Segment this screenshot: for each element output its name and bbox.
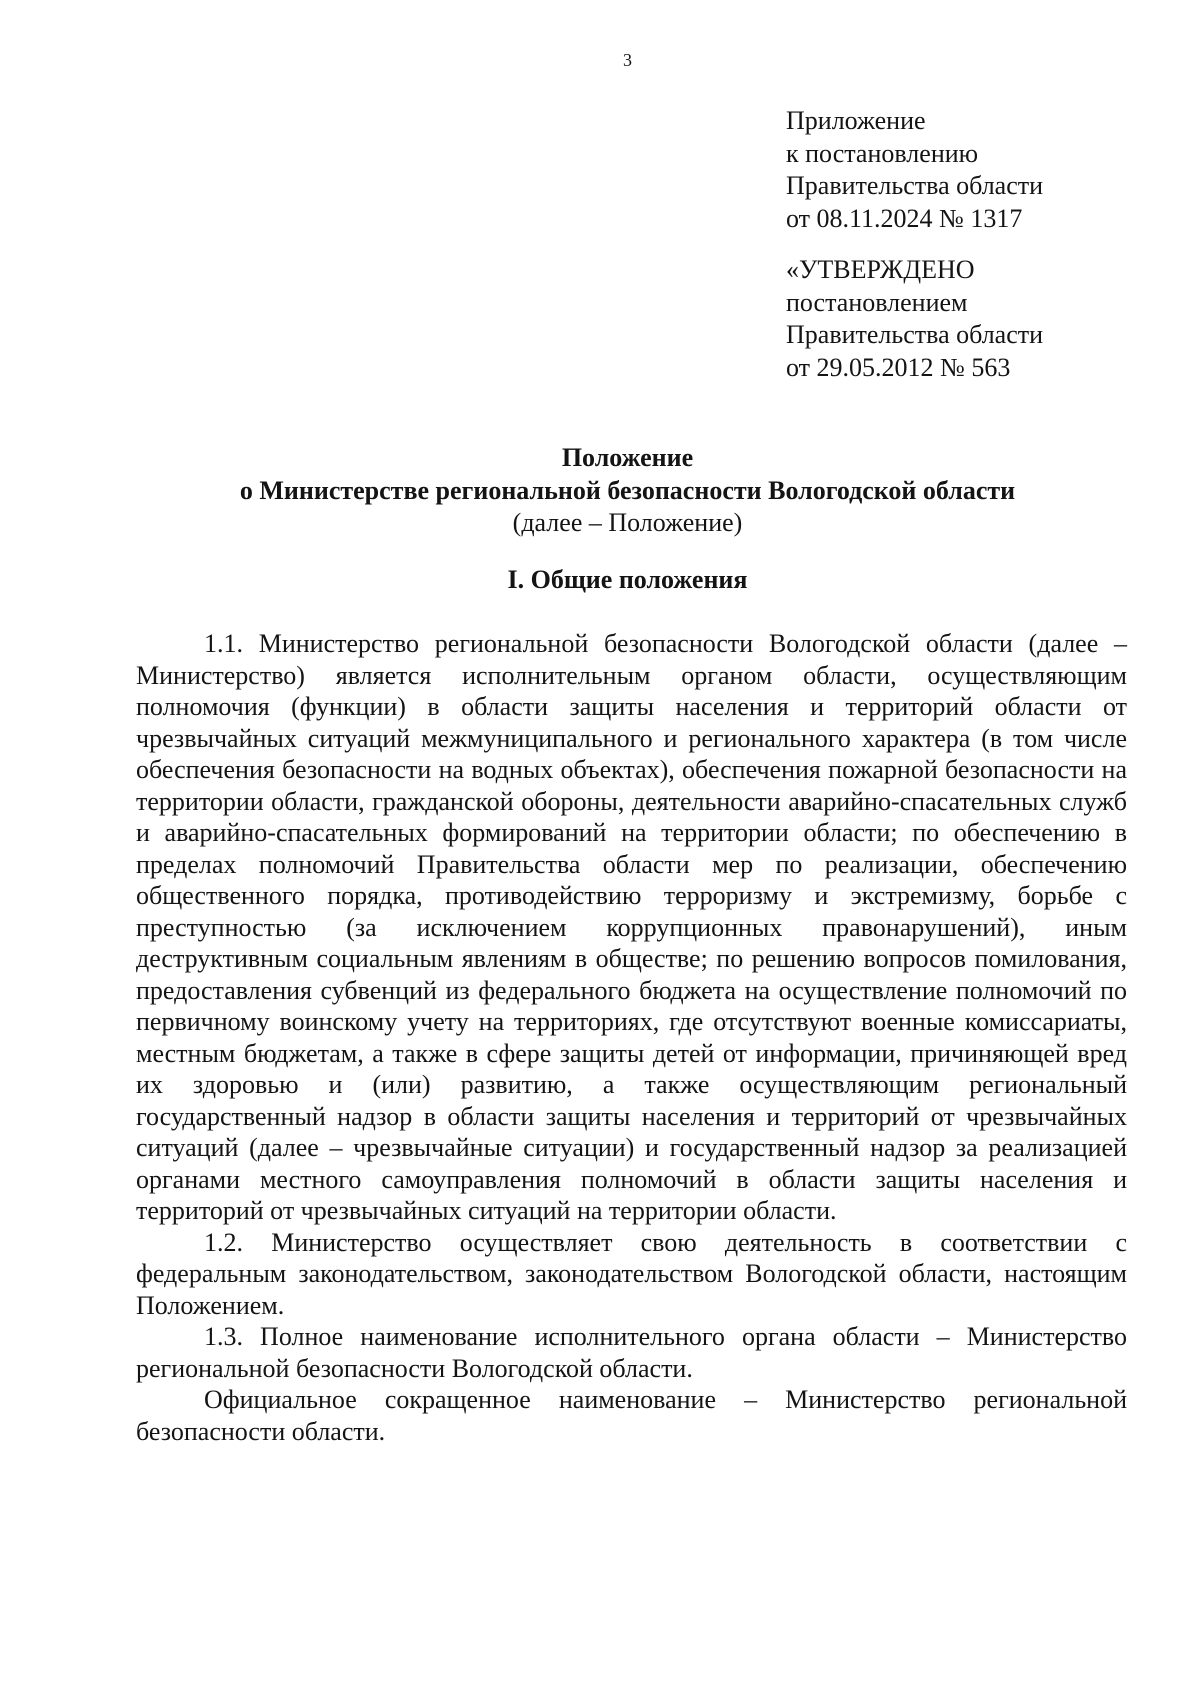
appendix-reference-block xyxy=(786,105,1166,235)
approved-line: от 29.05.2012 № 563 xyxy=(786,352,1011,382)
approved-line: Правительства области xyxy=(786,320,1044,349)
approved-reference-block xyxy=(786,254,1166,384)
appendix-line: Приложение xyxy=(786,106,926,135)
appendix-line: Правительства области xyxy=(786,171,1044,200)
appendix-line: от 08.11.2024 № 1317 xyxy=(786,203,1023,233)
paragraph-1-2: 1.2. Министерство осуществляет свою деятельность в соответствии с федеральным законодательством, законодательством Вологодской области, настоящим Положением. xyxy=(136,1227,1127,1320)
title-line-1: Положение xyxy=(561,443,694,472)
appendix-line: к постановлению xyxy=(786,138,979,168)
approved-line: «УТВЕРЖДЕНО xyxy=(786,255,975,284)
page-number: 3 xyxy=(623,50,632,70)
paragraph-short-name: Официальное сокращенное наименование – Министерство региональной безопасности области. xyxy=(136,1385,1127,1446)
approved-line: постановлением xyxy=(786,287,968,317)
title-line-2: о Министерстве региональной безопасности Вологодской области xyxy=(239,475,1016,505)
document-body xyxy=(136,628,1127,1447)
paragraph-1-1: 1.1. Министерство региональной безопасности Вологодской области (далее – Министерство) является исполнительным органом области, осуществляющим полномочия (функции) в области защиты населения и территорий области от чрезвычайных ситуаций межмуниципального и регионального характера (в том числе обеспечения безопасности на водных объектах), обеспечения пожарной безопасности на территории области, гражданской обороны, деятельности аварийно-спасательных служб и аварийно-спасательных формирований на территории области; по обеспечению в пределах полномочий Правительства области мер по реализации, обеспечению общественного порядка, противодействию терроризму и экстремизму, борьбе с преступностью (за исключением коррупционных правонарушений), иным деструктивным социальным явлениям в обществе; по решению вопросов помилования, предоставления субвенций из федерального бюджета на осуществление полномочий по первичному воинскому учету на территориях, где отсутствуют военные комиссариаты, местным бюджетам, а также в сфере защиты детей от информации, причиняющей вред их здоровью и (или) развитию, а также осуществляющим региональный государственный надзор в области защиты населения и территорий от чрезвычайных ситуаций (далее – чрезвычайные ситуации) и государственный надзор за реализацией органами местного самоуправления полномочий в области защиты населения и территорий от чрезвычайных ситуаций на территории области. xyxy=(136,629,1127,1225)
title-line-3: (далее – Положение) xyxy=(512,508,743,537)
paragraph-1-3: 1.3. Полное наименование исполнительного органа области – Министерство региональной безопасности Вологодской области. xyxy=(136,1322,1127,1383)
document-title xyxy=(0,442,1200,540)
section-heading: I. Общие положения xyxy=(507,565,748,594)
